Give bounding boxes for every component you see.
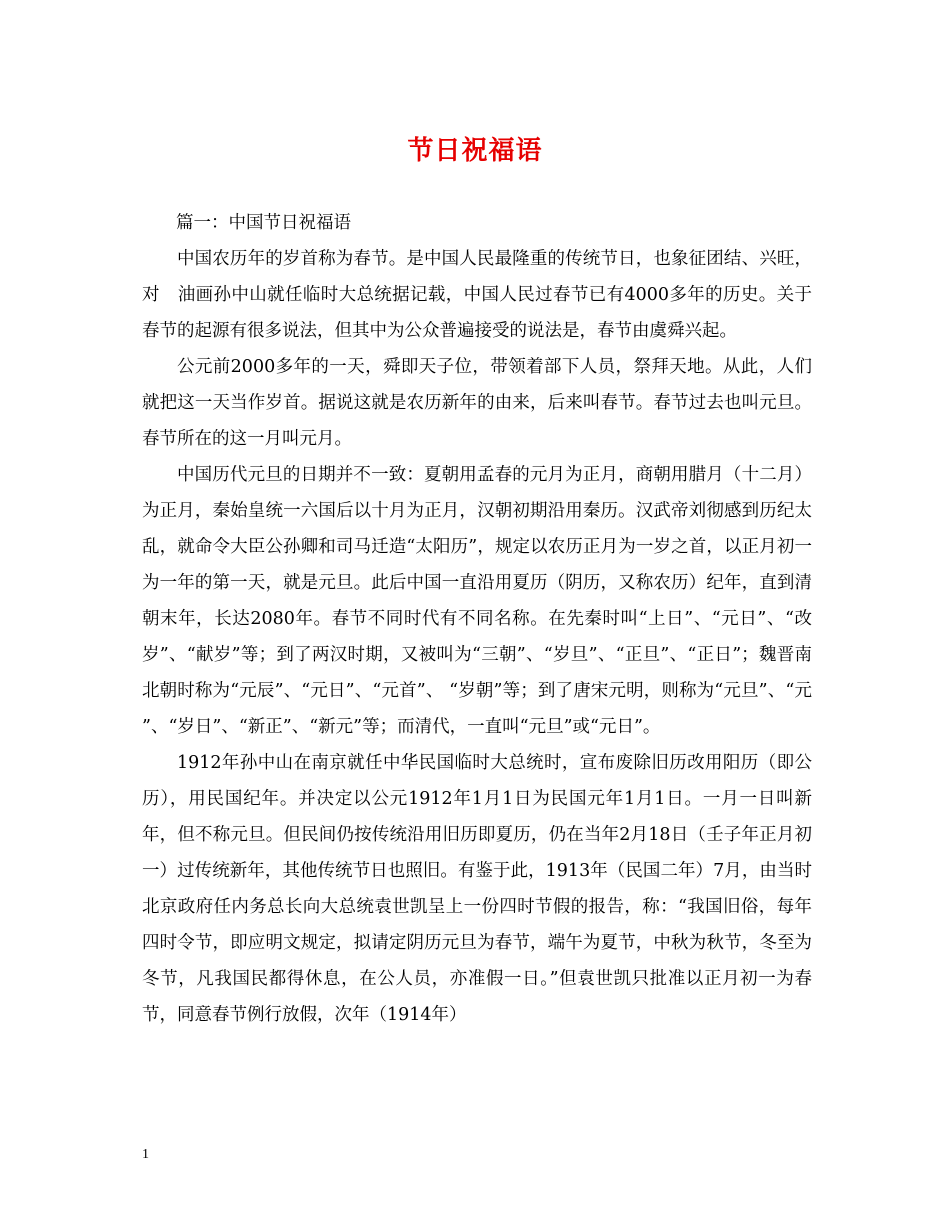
paragraph-1: 中国农历年的岁首称为春节。是中国人民最隆重的传统节日，也象征团结、兴旺，对 油画孙中山就任临时大总统据记载，中国人民过春节已有4000多年的历史。关于春节的起源有很多说法，但其中为公众普遍接受的说法是，春节由虞舜兴起。 [142, 249, 812, 341]
paragraph-4: 1912年孙中山在南京就任中华民国临时大总统时，宣布废除旧历改用阳历（即公历），用民国纪年。并决定以公元1912年1月1日为民国元年1月1日。一月一日叫新年，但不称元旦。但民间仍按传统沿用旧历即夏历，仍在当年2月18日（壬子年正月初一）过传统新年，其他传统节日也照旧。有鉴于此，1913年（民国二年）7月，由当时北京政府任内务总长向大总统袁世凯呈上一份四时节假的报告，称：“我国旧俗，每年四时令节，即应明文规定，拟请定阴历元旦为春节，端午为夏节，中秋为秋节，冬至为冬节，凡我国民都得休息，在公人员，亦准假一日。”但袁世凯只批准以正月初一为春节，同意春节例行放假，次年（1914年） [142, 753, 812, 1025]
document-title: 节日祝福语 [407, 136, 543, 166]
page-number: 1 [142, 1147, 149, 1162]
paragraph-2: 公元前2000多年的一天，舜即天子位，带领着部下人员，祭拜天地。从此，人们就把这一天当作岁首。据说这就是农历新年的由来，后来叫春节。春节过去也叫元旦。春节所在的这一月叫元月。 [142, 357, 812, 449]
document-body [142, 205, 812, 1033]
paragraph-3: 中国历代元旦的日期并不一致：夏朝用孟春的元月为正月，商朝用腊月（十二月）为正月，秦始皇统一六国后以十月为正月，汉朝初期沿用秦历。汉武帝刘彻感到历纪太乱，就命令大臣公孙卿和司马迁造“太阳历”，规定以农历正月为一岁之首，以正月初一为一年的第一天，就是元旦。此后中国一直沿用夏历（阴历，又称农历）纪年，直到清朝末年，长达2080年。春节不同时代有不同名称。在先秦时叫“上日”、“元日”、“改岁”、“献岁”等；到了两汉时期，又被叫为“三朝”、“岁旦”、“正旦”、“正日”；魏晋南北朝时称为“元辰”、“元日”、“元首”、 “岁朝”等；到了唐宋元明，则称为“元旦”、“元 ”、“岁日”、“新正”、“新元”等；而清代，一直叫“元旦”或“元日”。 [142, 465, 812, 737]
section-heading: 篇一：中国节日祝福语 [176, 213, 351, 233]
